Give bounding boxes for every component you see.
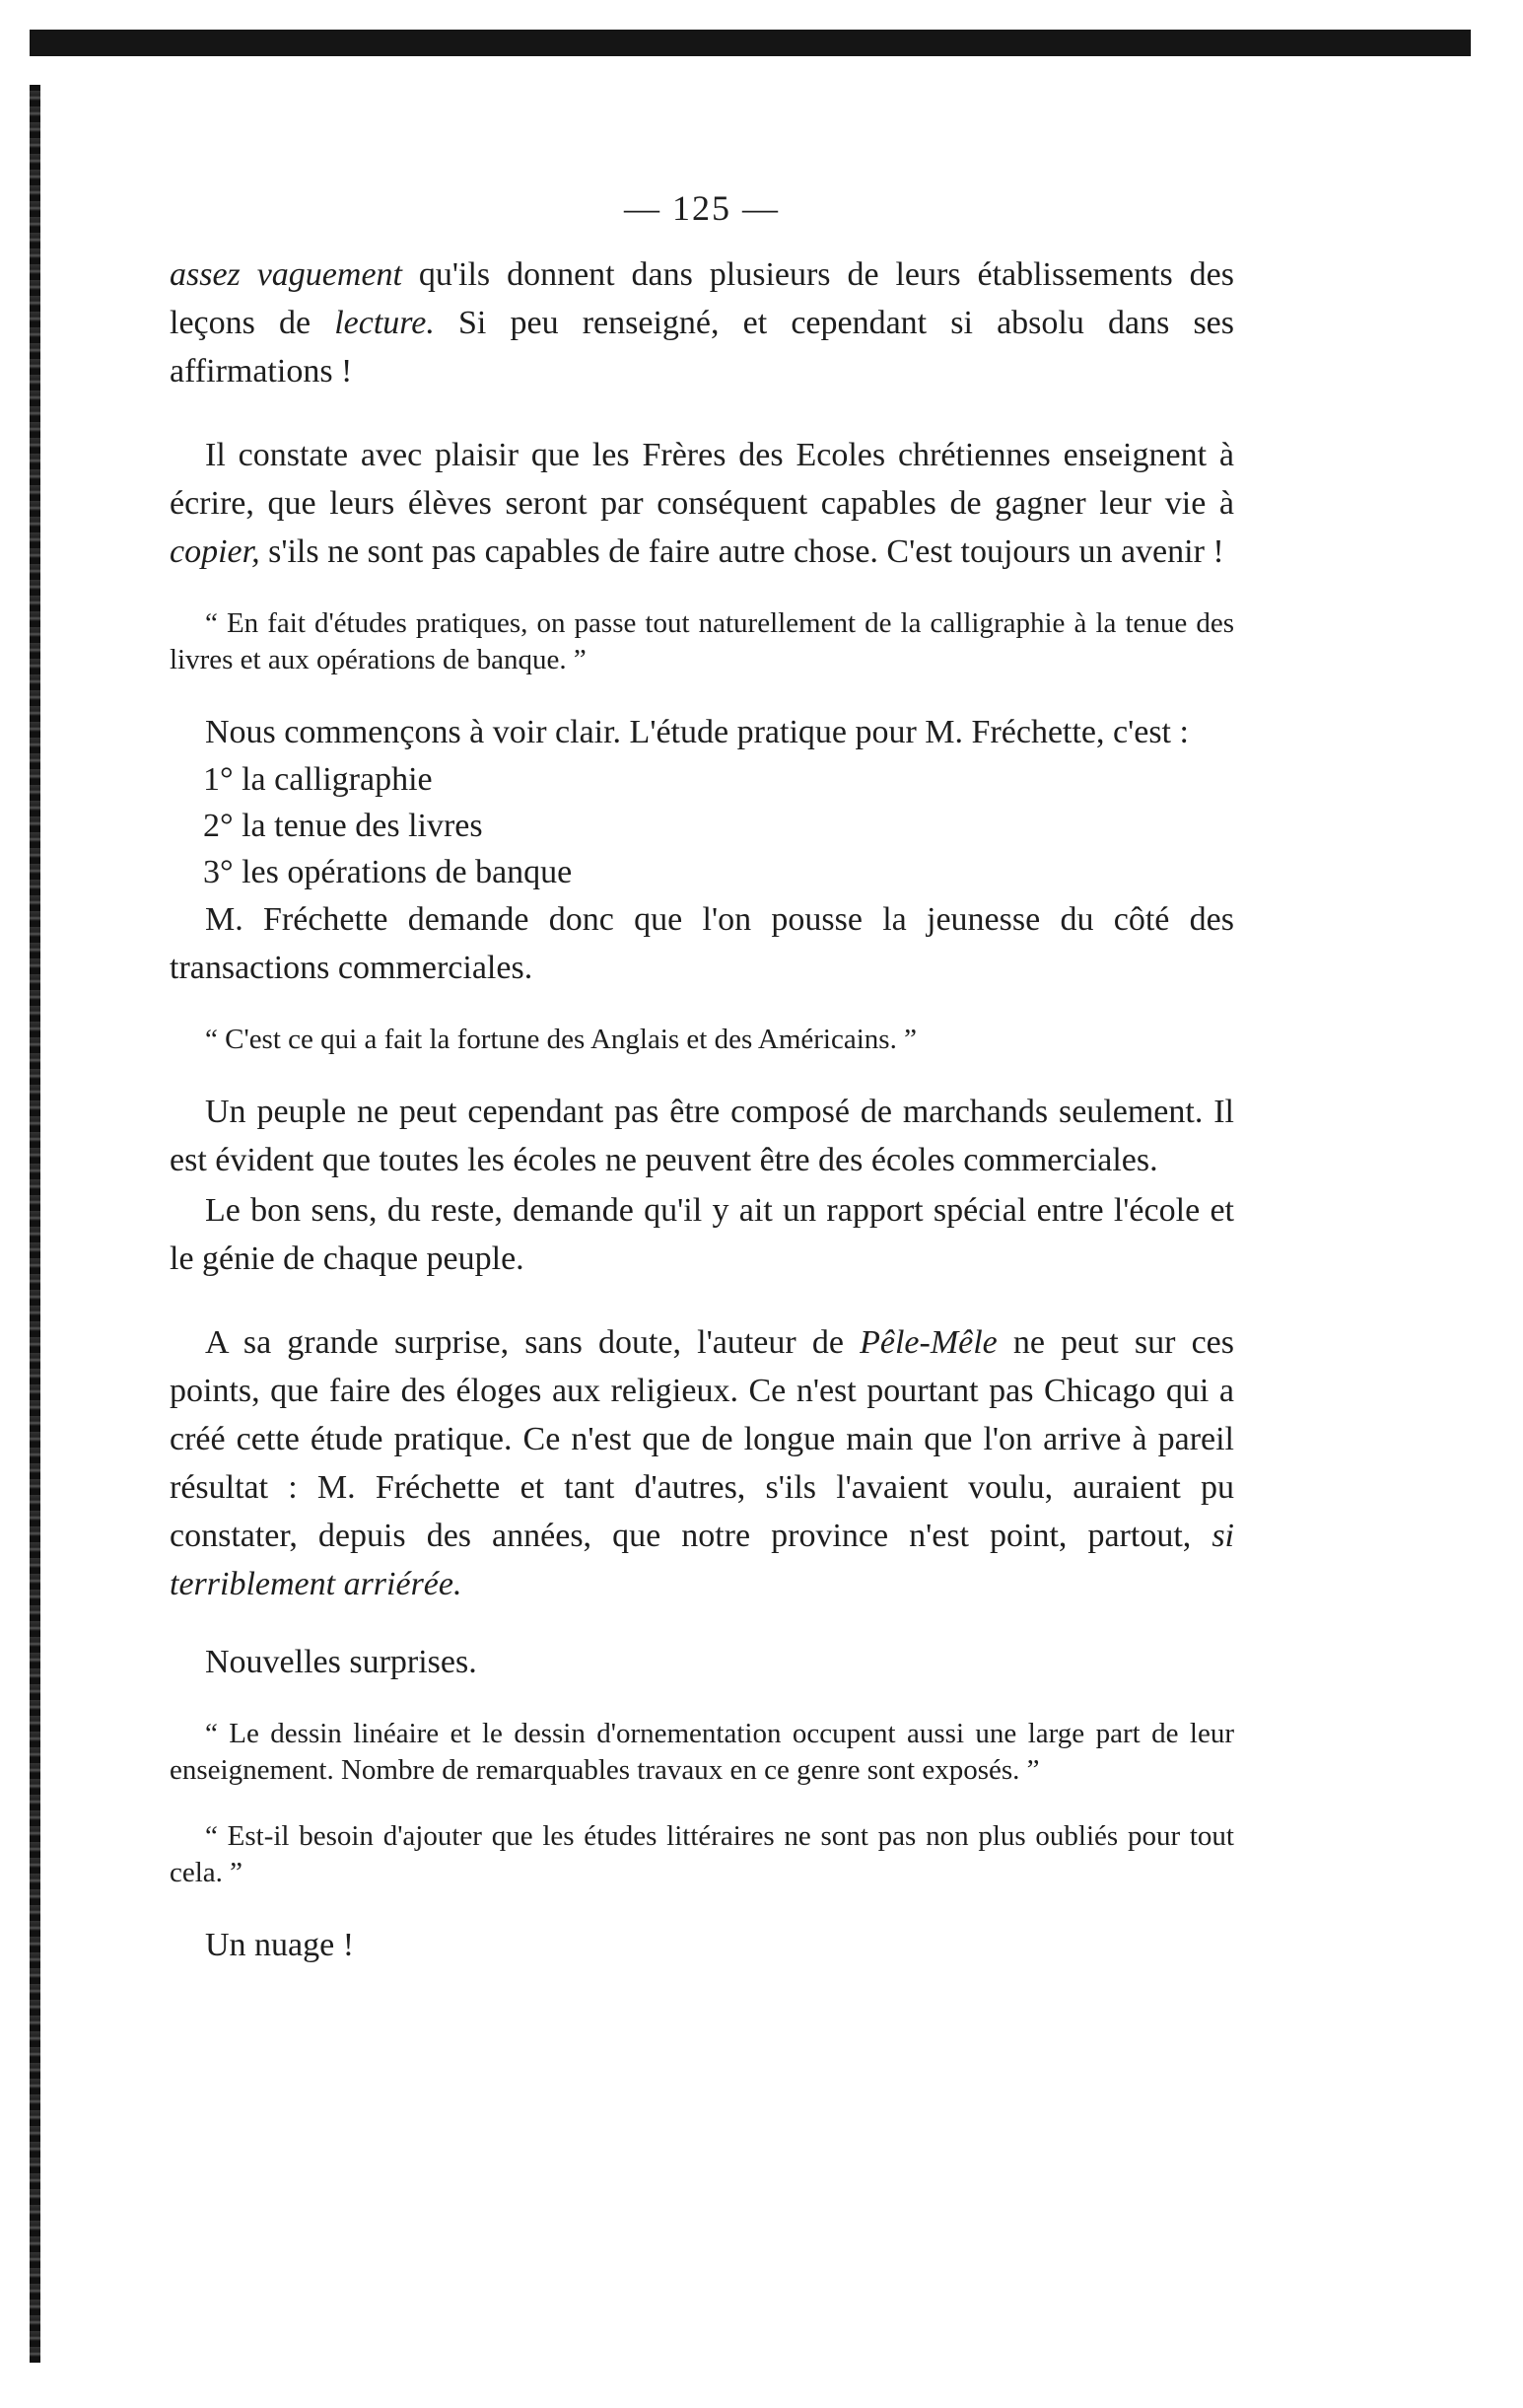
paragraph-1: assez vaguement qu'ils donnent dans plusieurs de leurs établissements des leçons de lecture. Si peu renseigné, et cependant si absolu dans ses affirmations !: [170, 256, 1235, 390]
italic-phrase: si terriblement arriérée.: [170, 1518, 1234, 1602]
italic-word: copier,: [170, 533, 260, 570]
page-number: — 125 —: [624, 188, 780, 228]
document-page: [170, 187, 1234, 1969]
italic-word: lecture.: [334, 305, 435, 341]
paragraph-3: Nous commençons à voir clair. L'étude pratique pour M. Fréchette, c'est :: [205, 714, 1189, 750]
list-item: 1° la calligraphie: [203, 761, 433, 798]
quotation-1: “ En fait d'études pratiques, on passe tout naturellement de la calligraphie à la tenue des livres et aux opérations de banque. ”: [170, 607, 1234, 675]
quotation-4: “ Est-il besoin d'ajouter que les études littéraires ne sont pas non plus oubliés pour tout cela. ”: [170, 1820, 1234, 1888]
paragraph-7: A sa grande surprise, sans doute, l'auteur de Pêle-Mêle ne peut sur ces points, que faire des éloges aux religieux. Ce n'est pourtant pas Chicago qui a créé cette étude pratique. Ce n'est que de longue main que l'on arrive à pareil résultat : M. Fréchette et tant d'autres, s'ils l'avaient voulu, auraient pu constater, depuis des années, que notre province n'est point, partout, si terriblement arriérée.: [170, 1324, 1234, 1602]
paragraph-9: Un nuage !: [205, 1927, 355, 1963]
paragraph-2: Il constate avec plaisir que les Frères des Ecoles chrétiennes enseignent à écrire, que leurs élèves seront par conséquent capables de gagner leur vie à copier, s'ils ne sont pas capables de faire autre chose. C'est toujours un avenir !: [170, 437, 1234, 570]
quotation-3: “ Le dessin linéaire et le dessin d'ornementation occupent aussi une large part de leur enseignement. Nombre de remarquables travaux en ce genre sont exposés. ”: [170, 1718, 1234, 1786]
top-border-rule: [30, 30, 1471, 56]
italic-phrase: assez vaguement: [170, 256, 402, 293]
italic-title: Pêle-Mêle: [860, 1324, 998, 1361]
list-item: 2° la tenue des livres: [203, 808, 483, 844]
list-item: 3° les opérations de banque: [203, 854, 573, 890]
quotation-2: “ C'est ce qui a fait la fortune des Anglais et des Américains. ”: [205, 1024, 917, 1055]
paragraph-5: Un peuple ne peut cependant pas être composé de marchands seulement. Il est évident que toutes les écoles ne peuvent être des écoles commerciales.: [170, 1094, 1234, 1178]
paragraph-4: M. Fréchette demande donc que l'on pousse la jeunesse du côté des transactions commerciales.: [170, 901, 1234, 986]
paragraph-8: Nouvelles surprises.: [205, 1644, 477, 1680]
paragraph-6: Le bon sens, du reste, demande qu'il y ait un rapport spécial entre l'école et le génie de chaque peuple.: [170, 1192, 1234, 1277]
binding-edge: [30, 85, 40, 2363]
